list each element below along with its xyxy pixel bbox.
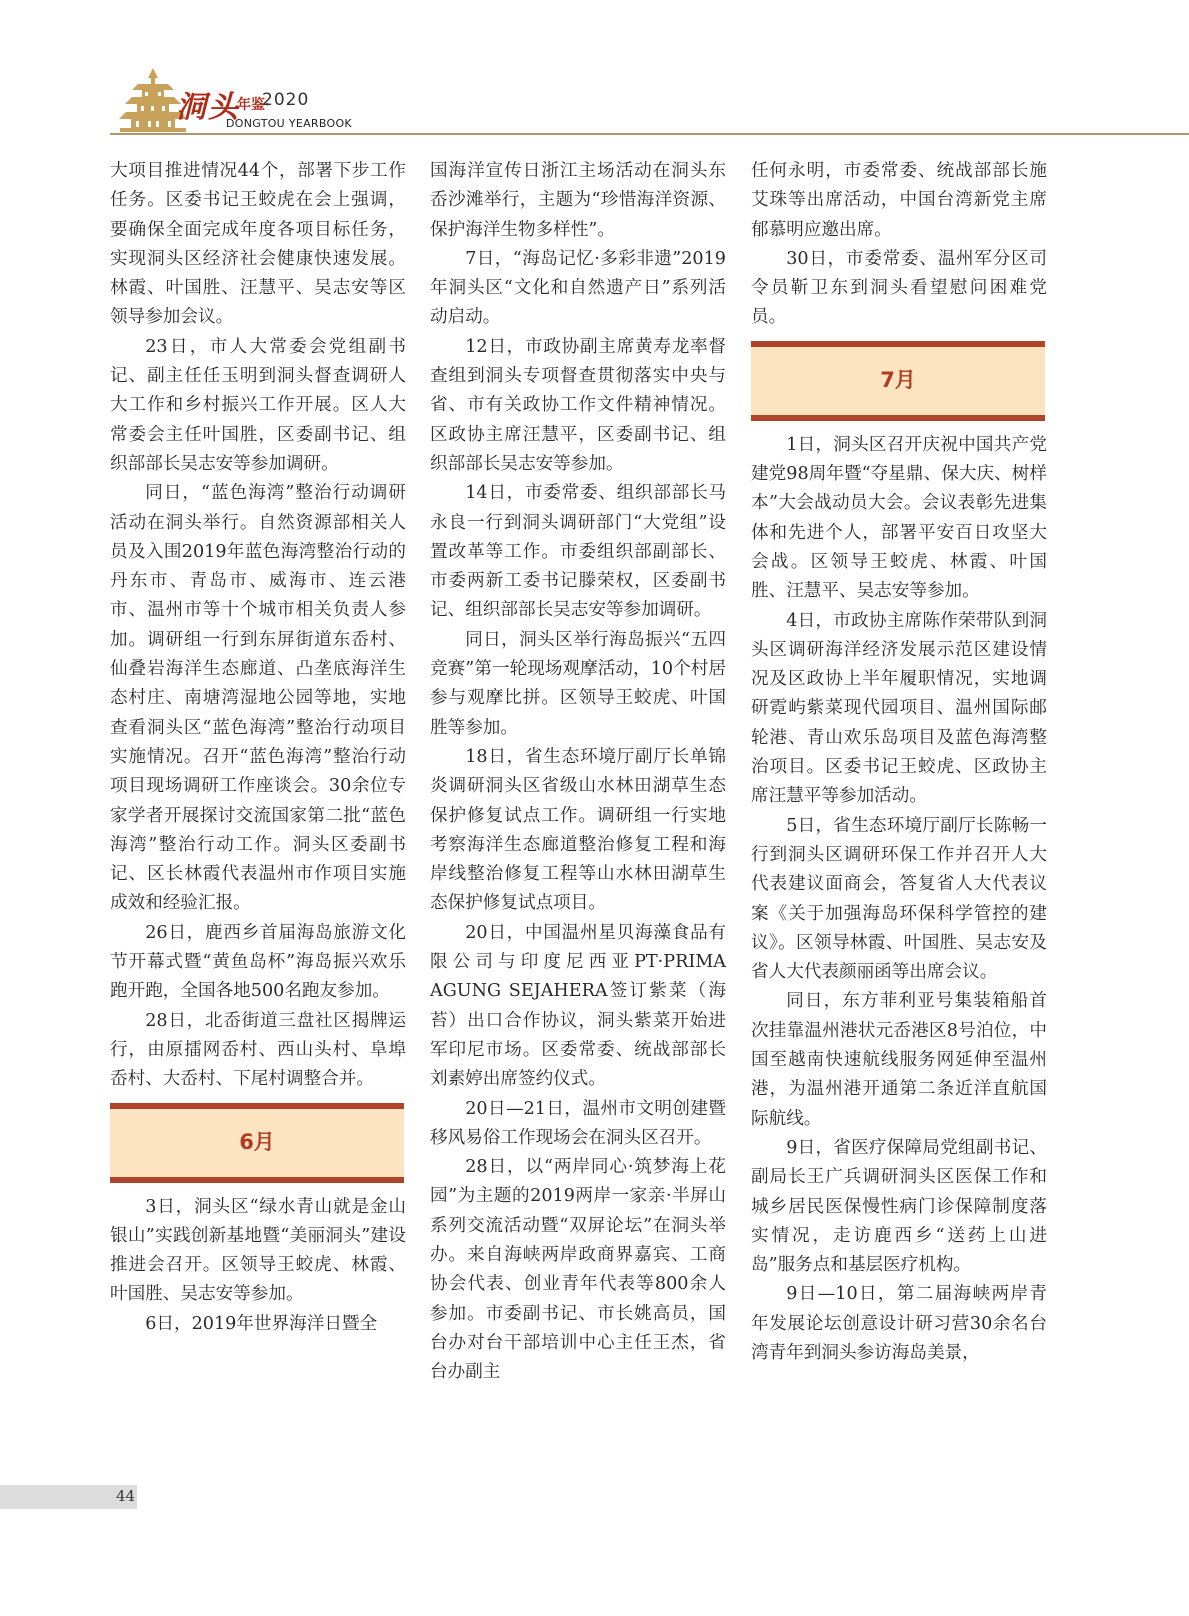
paragraph: 20日—21日，温州市文明创建暨移风易俗工作现场会在洞头区召开。 <box>430 1098 726 1148</box>
paragraph: 7日，“海岛记忆·多彩非遗”2019年洞头区“文化和自然遗产日”系列活动启动。 <box>430 248 726 328</box>
yearbook-english-title: DONGTOU YEARBOOK <box>226 117 352 130</box>
paragraph: 9日，省医疗保障局党组副书记、副局长王广兵调研洞头区医保工作和城乡居民医保慢性病门诊保障制度落实情况，走访鹿西乡“送药上山进岛”服务点和基层医疗机构。 <box>751 1137 1047 1276</box>
text-column-1 <box>110 157 406 1339</box>
header-divider <box>110 133 1189 135</box>
paragraph: 23日，市人大常委会党组副书记、副主任任玉明到洞头督查调研人大工作和乡村振兴工作开展。区人大常委会主任叶国胜，区委副书记、组织部部长吴志安等参加调研。 <box>110 336 406 474</box>
page-header <box>0 0 1189 150</box>
yearbook-subtitle: 年鉴· <box>237 97 270 113</box>
paragraph: 30日，市委常委、温州军分区司令员靳卫东到洞头看望慰问困难党员。 <box>751 248 1047 328</box>
paragraph: 4日，市政协主席陈作荣带队到洞头区调研海洋经济发展示范区建设情况及区政协上半年履职情况，实地调研霓屿紫菜现代园项目、温州国际邮轮港、青山欢乐岛项目及蓝色海湾整治项目。区委书记王蛟虎、区政协主席汪慧平等参加活动。 <box>751 610 1047 807</box>
month-heading-label: 7月 <box>880 368 916 393</box>
text-column-3 <box>751 157 1047 1368</box>
paragraph: 28日，北岙街道三盘社区揭牌运行，由原擂网岙村、西山头村、阜埠岙村、大岙村、下尾村调整合并。 <box>110 1010 406 1090</box>
text-column-2 <box>430 157 726 1387</box>
yearbook-year: 2020 <box>262 90 310 110</box>
month-heading-june <box>110 1103 404 1183</box>
paragraph: 3日，洞头区“绿水青山就是金山银山”实践创新基地暨“美丽洞头”建设推进会召开。区领导王蛟虎、林霞、叶国胜、吴志安等参加。 <box>110 1196 406 1305</box>
paragraph: 28日，以“两岸同心·筑梦海上花园”为主题的2019两岸一家亲·半屏山系列交流活动暨“双屏论坛”在洞头举办。来自海峡两岸政商界嘉宾、工商协会代表、创业青年代表等800余人参加。市委副书记、市长姚高员，国台办对台干部培训中心主任王杰，省台办副主 <box>430 1157 726 1383</box>
paragraph: 6日，2019年世界海洋日暨全 <box>145 1313 378 1334</box>
paragraph: 国海洋宣传日浙江主场活动在洞头东岙沙滩举行，主题为“珍惜海洋资源、保护海洋生物多样性”。 <box>430 161 726 240</box>
month-heading-july <box>751 341 1045 421</box>
paragraph: 同日，“蓝色海湾”整治行动调研活动在洞头举行。自然资源部相关人员及入围2019年蓝色海湾整治行动的丹东市、青岛市、威海市、连云港市、温州市等十个城市相关负责人参加。调研组一行到东屏街道东岙村、仙叠岩海洋生态廊道、凸垄底海洋生态村庄、南塘湾湿地公园等地，实地查看洞头区“蓝色海湾”整治行动项目实施情况。召开“蓝色海湾”整治行动项目现场调研工作座谈会。30余位专家学者开展探讨交流国家第二批“蓝色海湾”整治行动工作。洞头区委副书记、区长林霞代表温州市作项目实施成效和经验汇报。 <box>110 483 406 914</box>
paragraph: 1日，洞头区召开庆祝中国共产党建党98周年暨“夺星鼎、保大庆、树样本”大会战动员大会。会议表彰先进集体和先进个人，部署平安百日攻坚大会战。区领导王蛟虎、林霞、叶国胜、汪慧平、吴志安等参加。 <box>751 434 1047 602</box>
paragraph: 同日，东方菲利亚号集装箱船首次挂靠温州港状元岙港区8号泊位，中国至越南快速航线服务网延伸至温州港，为温州港开通第二条近洋直航国际航线。 <box>751 991 1047 1129</box>
paragraph: 同日，洞头区举行海岛振兴“五四竞赛”第一轮现场观摩活动，10个村居参与观摩比拼。区领导王蛟虎、叶国胜等参加。 <box>430 629 726 738</box>
page-number: 44 <box>116 1487 136 1505</box>
paragraph: 20日，中国温州星贝海藻食品有限公司与印度尼西亚PT·PRIMA AGUNG SEJAHERA签订紫菜（海苔）出口合作协议，洞头紫菜开始进军印尼市场。区委常委、统战部部长刘素婷出席签约仪式。 <box>430 922 726 1090</box>
month-heading-label: 6月 <box>239 1129 275 1154</box>
paragraph: 12日，市政协副主席黄寿龙率督查组到洞头专项督查贯彻落实中央与省、市有关政协工作文件精神情况。区政协主席汪慧平，区委副书记、组织部部长吴志安等参加。 <box>430 336 726 474</box>
paragraph: 18日，省生态环境厅副厅长单锦炎调研洞头区省级山水林田湖草生态保护修复试点工作。调研组一行实地考察海洋生态廊道整治修复工程和海岸线整治修复工程等山水林田湖草生态保护修复试点项目。 <box>430 746 726 914</box>
paragraph: 14日，市委常委、组织部部长马永良一行到洞头调研部门“大党组”设置改革等工作。市委组织部副部长、市委两新工委书记滕荣权，区委副书记、组织部部长吴志安等参加调研。 <box>430 483 726 621</box>
paragraph: 5日，省生态环境厅副厅长陈畅一行到洞头区调研环保工作并召开人大代表建议面商会，答复省人大代表议案《关于加强海岛环保科学管控的建议》。区领导林霞、叶国胜、吴志安及省人大代表颜丽函等出席会议。 <box>751 815 1047 983</box>
paragraph: 26日，鹿西乡首届海岛旅游文化节开幕式暨“黄鱼岛杯”海岛振兴欢乐跑开跑，全国各地500名跑友参加。 <box>110 922 406 1002</box>
paragraph: 大项目推进情况44个，部署下步工作任务。区委书记王蛟虎在会上强调，要确保全面完成年度各项目标任务，实现洞头区经济社会健康快速发展。林霞、叶国胜、汪慧平、吴志安等区领导参加会议。 <box>110 161 406 328</box>
paragraph: 任何永明，市委常委、统战部部长施艾珠等出席活动，中国台湾新党主席郁慕明应邀出席。 <box>751 161 1047 240</box>
yearbook-title: 洞头 <box>176 90 240 125</box>
paragraph: 9日—10日，第二届海峡两岸青年发展论坛创意设计研习营30余名台湾青年到洞头参访海岛美景， <box>751 1284 1047 1363</box>
